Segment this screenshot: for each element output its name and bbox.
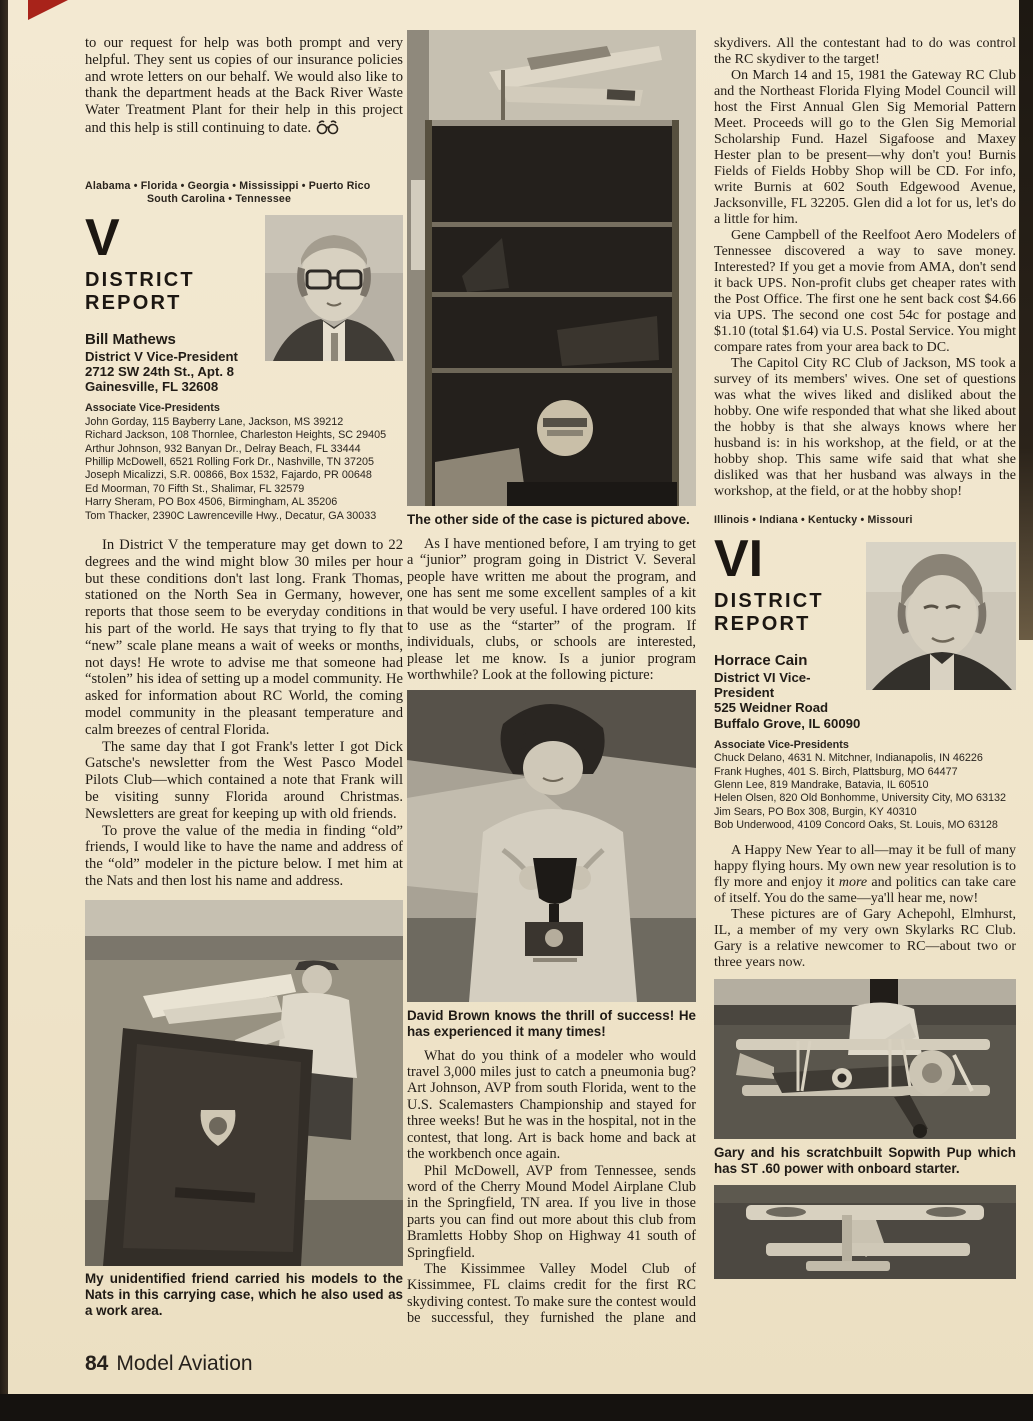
officer-address-1: 2712 SW 24th St., Apt. 8: [85, 363, 235, 379]
avp-entry: Arthur Johnson, 932 Banyan Dr., Delray Beach, FL 33444: [85, 442, 361, 455]
right-column: [714, 36, 1016, 1279]
avp-entry: Frank Hughes, 401 S. Birch, Plattsburg, MO 64477: [714, 765, 958, 778]
district-v-avp-list: [85, 402, 403, 523]
states-line-1: Alabama • Florida • Georgia • Mississippi • Puerto Rico: [85, 179, 371, 192]
district-v-officer: [85, 331, 263, 395]
horrace-cain-portrait-photo: [866, 542, 1016, 690]
avp-entry: Jim Sears, PO Box 308, Burgin, KY 40310: [714, 805, 917, 818]
page-footer: [85, 1352, 253, 1376]
body-paragraph: The same day that I got Frank's letter I got Dick Gatsche's newsletter from the West Pasco Model Pilots Club—which contained a note that Frank will be visiting sunny Florida around Christmas. Newsletters are great for keeping up with old friends.: [85, 738, 403, 822]
case-shelves-photo: [407, 30, 696, 506]
officer-title: District VI Vice-President: [714, 670, 811, 701]
district-vi-numeral: VI: [714, 530, 764, 588]
avp-entry: Harry Sheram, PO Box 4506, Birmingham, AL 35206: [85, 496, 338, 509]
district-v-header: [85, 208, 403, 395]
new-year-italic: more: [838, 874, 868, 890]
scan-edge-right: [1019, 0, 1033, 640]
bill-mathews-portrait-photo: [265, 215, 403, 361]
body-paragraph: These pictures are of Gary Achepohl, Elmhurst, IL, a member of my very own Skylarks RC Club. Gary is a relative newcomer to RC—about two or three years now.: [714, 906, 1016, 970]
page-number: 84: [85, 1352, 109, 1375]
district-vi-header-text: [714, 530, 864, 731]
body-paragraph: On March 14 and 15, 1981 the Gateway RC Club and the Northeast Florida Flying Model Council will host the First Annual Glen Sig Memorial Pattern Meet. Proceeds will go to the Glen Sig Memorial Scholarship Fund. Hazel Sigafoose and Maxey Hester plan to be present—why don't you! Burnis Fields of Fields Hobby Shop will be CD. For info, write Burnis at 602 South Edgewood Avenue, Jacksonville, FL 32205. Glen did a lot for us, let's do a little for him.: [714, 68, 1016, 227]
scan-edge-left: [0, 0, 8, 1394]
body-paragraph: skydivers. All the contestant had to do was control the RC skydiver to the target!: [714, 36, 1016, 67]
body-paragraph: To prove the value of the media in finding “old” friends, I would like to have the name and address of the “old” modeler in the picture below. I met him at the Nats and then lost his name and address.: [85, 822, 403, 889]
district-v-header-text: [85, 208, 263, 395]
intro-paragraph: [85, 35, 403, 140]
states-line-2: South Carolina • Tennessee: [147, 192, 292, 205]
body-paragraph: [714, 843, 1016, 907]
officer-title: District V Vice-President: [85, 348, 238, 364]
avp-heading: Associate Vice-Presidents: [85, 402, 220, 415]
district-v-states: [85, 180, 403, 206]
david-brown-caption: David Brown knows the thrill of success! He has experienced it many times!: [407, 1007, 696, 1039]
body-paragraph: What do you think of a modeler who would travel 3,000 miles just to catch a pneumonia bug? Art Johnson, AVP from south Florida, went to the U.S. Scalemasters Championship and stayed for three weeks! But he was in the hospital, not in the contest, that long. Art is back home and back at the workbench once again.: [407, 1047, 696, 1163]
officer-name: Bill Mathews: [85, 330, 176, 348]
gary-photo-caption: Gary and his scratchbuilt Sopwith Pup which has ST .60 power with onboard starter.: [714, 1144, 1016, 1176]
officer-address-2: Buffalo Grove, IL 60090: [714, 715, 861, 731]
page-corner-mark: [28, 0, 68, 20]
avp-entry: Joseph Micalizzi, S.R. 00866, Box 1532, Fajardo, PR 00648: [85, 469, 372, 482]
body-paragraph: The Kissimmee Valley Model Club of Kissimmee, FL claims credit for the first RC skydiving contest. To make sure the contest would be successful, they furnished the plane and: [407, 1260, 696, 1327]
avp-entry: Bob Underwood, 4109 Concord Oaks, St. Louis, MO 63128: [714, 819, 998, 832]
david-brown-trophy-photo: [407, 690, 696, 1002]
body-paragraph: The Capitol City RC Club of Jackson, MS took a survey of its members' wives. One set of questions was what the wives liked and disliked about the hobby. One wife responded that what she liked about the hobby is that she always knows where her husband is: in his workshop, at the field, or at the hobby shop. This same wife said that what she disliked was that her husband was always in the workshop, at the field, or at the hobby shop!: [714, 356, 1016, 499]
avp-entry: Chuck Delano, 4631 N. Mitchner, Indianapolis, IN 46226: [714, 752, 983, 765]
district-vi-report-heading: DISTRICT REPORT: [714, 590, 824, 635]
avp-entry: Glenn Lee, 819 Mandrake, Batavia, IL 60510: [714, 779, 929, 792]
district-vi-avp-list: [714, 739, 1016, 833]
body-paragraph: Gene Campbell of the Reelfoot Aero Modelers of Tennessee discovered a way to save money. Interested? If you get a movie from AMA, don't send it back UPS. Non-profit clubs get cheaper rates with the Post Office. The first one he sent back cost $4.66 via UPS. The second one cost 54c for postage and $1.10 (total $1.64) via U.S. Postal Service. You might compare rates from your area back to DC.: [714, 228, 1016, 355]
district-vi-header: [714, 530, 1016, 731]
avp-entry: John Gorday, 115 Bayberry Lane, Jackson, MS 39212: [85, 415, 344, 428]
magazine-title: Model Aviation: [116, 1352, 253, 1375]
district-v-numeral: V: [85, 208, 120, 267]
officer-name: Horrace Cain: [714, 652, 808, 669]
district-vi-states: Illinois • Indiana • Kentucky • Missouri: [714, 514, 913, 526]
officer-address-1: 525 Weidner Road: [714, 700, 829, 716]
district-vi-officer: [714, 652, 864, 731]
new-year-text: and politics can take care of itself. You do the same—ya'll hear me, now!: [714, 874, 1016, 906]
case-back-caption: The other side of the case is pictured above.: [407, 512, 690, 527]
avp-entry: Tom Thacker, 2390C Lawrenceville Hwy., Decatur, GA 30033: [85, 509, 377, 522]
district-v-report-heading: DISTRICT REPORT: [85, 268, 195, 314]
body-paragraph: In District V the temperature may get down to 22 degrees and the wind might blow 30 miles per hour but these conditions don't last long. Frank Thomas, stationed on the North Sea in Germany, however, reports that those seem to be everyday conditions in his part of the world. He says that trying to fly that “new” scale plane means a wait of weeks or months, not days! He wrote to advise me that someone had “stolen” his idea of setting up a model community. He asked for information about RC World, the coming model community in the pleasant temperature and calm breezes of central Florida.: [85, 537, 403, 738]
new-year-text: A Happy New Year to all—may it be full of many happy flying hours. My own new year resolution is to fly more and enjoy it: [714, 842, 1016, 890]
goggles-doodle-icon: [315, 119, 341, 140]
avp-heading: Associate Vice-Presidents: [714, 738, 849, 751]
carrying-case-field-photo: [85, 900, 403, 1266]
gary-sopwith-pup-photo: [714, 979, 1016, 1139]
avp-entry: Helen Olsen, 820 Old Bonhomme, University City, MO 63132: [714, 792, 1007, 805]
middle-column: [407, 30, 696, 1327]
body-paragraph: Phil McDowell, AVP from Tennessee, sends word of the Cherry Mound Model Airplane Club in the Springfield, TN area. If you live in those parts you can find out more about this club from Bramletts Hobby Shop on Highway 41 south of Springfield.: [407, 1162, 696, 1261]
sopwith-pup-top-view-photo: [714, 1185, 1016, 1279]
case-photo-caption: My unidentified friend carried his models to the Nats in this carrying case, which he also used as a work area.: [85, 1270, 403, 1318]
avp-entry: Richard Jackson, 108 Thornlee, Charleston Heights, SC 29405: [85, 429, 387, 442]
avp-entry: Phillip McDowell, 6521 Rolling Fork Dr., Nashville, TN 37205: [85, 456, 375, 469]
scan-edge-bottom: [0, 1394, 1033, 1421]
intro-text: to our request for help was both prompt and very helpful. They sent us copies of our insurance policies and wrote letters on our behalf. We would also like to thank the department heads at the Back River Waste Water Treatment Plant for their help in this project and this help is still continuing to date.: [85, 35, 403, 136]
avp-entry: Ed Moorman, 70 Fifth St., Shalimar, FL 32579: [85, 482, 305, 495]
body-paragraph: As I have mentioned before, I am trying to get a “junior” program going in District V. Several people have written me about the program, and one has sent me some excellent samples of a kit that would be very useful. I have ordered 100 kits to use as the “starter” of the program. If individuals, clubs, or schools are interested, please let me know. Is a junior program worthwhile? Look at the following picture:: [407, 536, 696, 684]
left-column: [85, 35, 403, 1319]
officer-address-2: Gainesville, FL 32608: [85, 379, 219, 395]
